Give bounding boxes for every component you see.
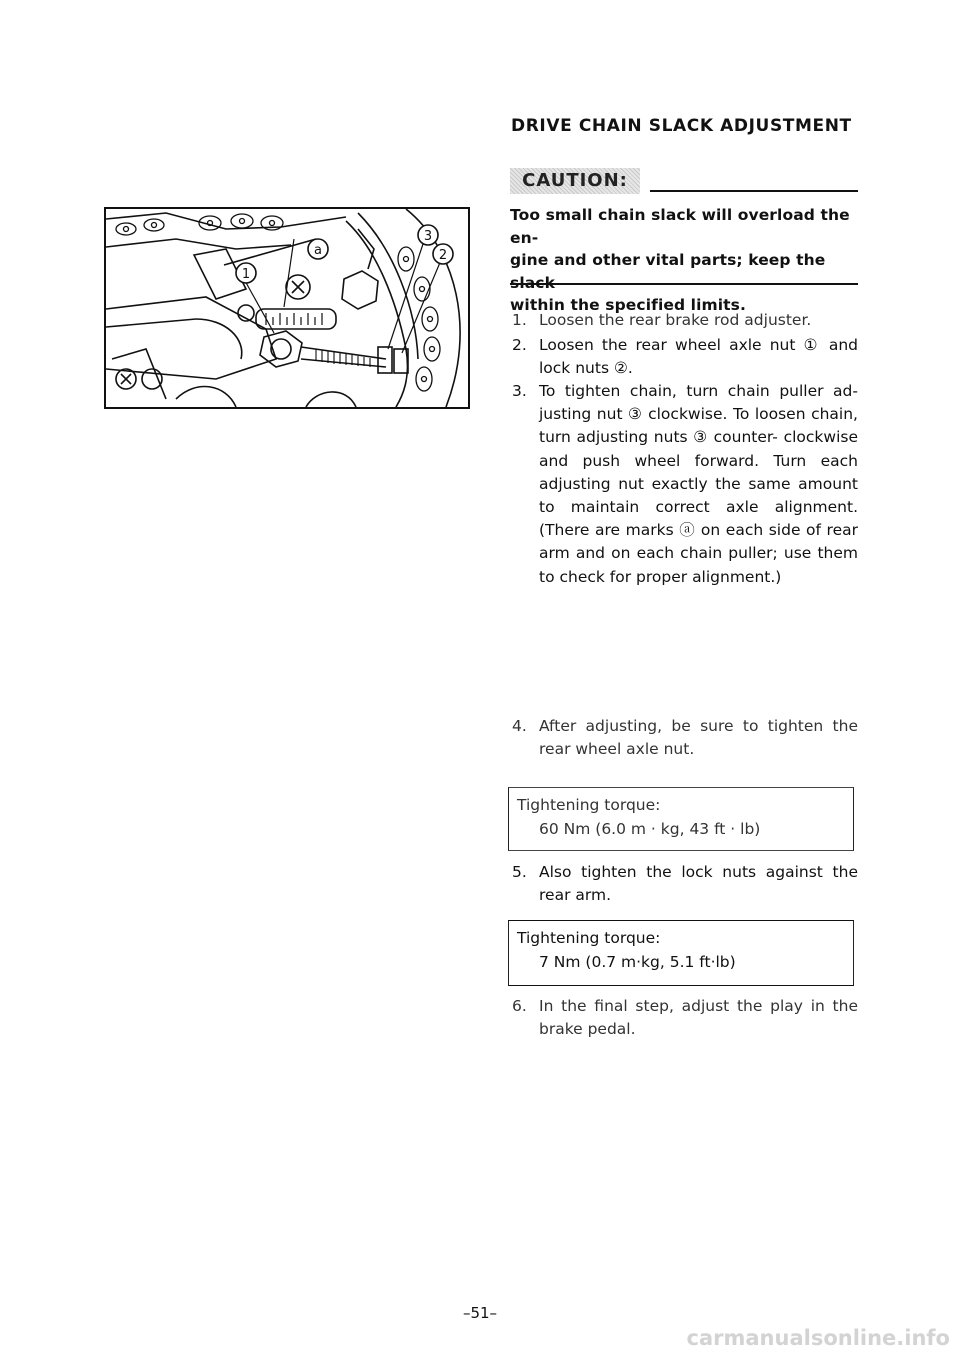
caution-line: Too small chain slack will overload the en- [510, 206, 850, 247]
caution-text [510, 204, 860, 317]
spec-value: 7 Nm (0.7 m·kg, 5.1 ft·lb) [539, 953, 736, 971]
step-text: To tighten chain, turn chain puller ad- justing nut ③ clockwise. To loosen chain, turn adjusting nuts ③ counter- clockwise and push wheel forward. Turn each adjusting nut exactly the same amount to maintain correct axle alignment. (There are marks ⓐ on each side of rear arm and on each chain puller; use them to check for proper alignment.) [539, 382, 858, 586]
step-number: 5. [512, 863, 527, 881]
step-5 [512, 861, 858, 907]
page-number: –51– [462, 1304, 498, 1322]
torque-spec-box-axle [508, 787, 854, 851]
caution-label: CAUTION: [510, 168, 640, 194]
caution-line: gine and other vital parts; keep the slack [510, 251, 826, 292]
step-text: Loosen the rear wheel axle nut ① and lock nuts ②. [539, 336, 858, 378]
step-1 [512, 309, 858, 332]
spec-label: Tightening torque: [517, 929, 661, 947]
caution-line: within the specified limits. [510, 296, 746, 314]
spec-label: Tightening torque: [517, 796, 661, 814]
callout-1: 1 [241, 267, 251, 282]
step-6 [512, 995, 858, 1041]
step-number: 6. [512, 997, 527, 1015]
step-number: 1. [512, 311, 527, 329]
chain-adjuster-illustration [104, 207, 470, 409]
section-title: DRIVE CHAIN SLACK ADJUSTMENT [511, 116, 852, 136]
step-3 [512, 380, 858, 589]
step-text: In the final step, adjust the play in the brake pedal. [539, 997, 858, 1039]
callout-a: a [314, 243, 322, 258]
step-text: Loosen the rear brake rod adjuster. [539, 311, 812, 329]
callout-2: 2 [438, 248, 448, 263]
watermark-text: carmanualsonline.info [686, 1326, 950, 1350]
step-4 [512, 715, 858, 761]
step-text: After adjusting, be sure to tighten the rear wheel axle nut. [539, 717, 858, 759]
step-number: 3. [512, 382, 527, 400]
step-number: 4. [512, 717, 527, 735]
step-2 [512, 334, 858, 380]
step-text: Also tighten the lock nuts against the rear arm. [539, 863, 858, 905]
torque-spec-box-locknut [508, 920, 854, 986]
spec-value: 60 Nm (6.0 m · kg, 43 ft · lb) [539, 820, 761, 838]
callout-3: 3 [423, 229, 433, 244]
step-number: 2. [512, 336, 527, 354]
caution-rule-top [650, 190, 858, 192]
caution-rule-bottom [510, 283, 858, 285]
